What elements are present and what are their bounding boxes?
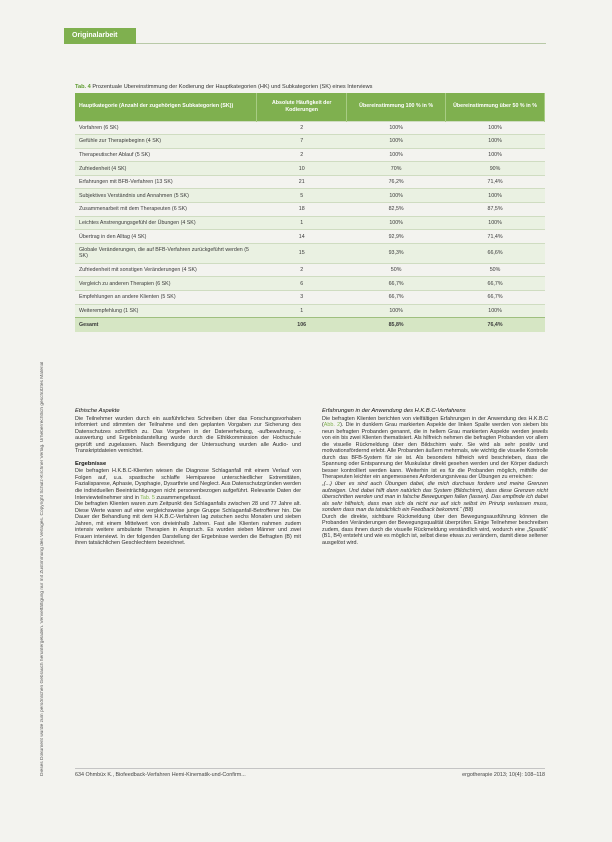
header-absolute-frequency: Absolute Häufigkeit der Kodierungen [257,93,347,121]
table-row [75,304,545,318]
row-frequency: 21 [257,175,347,189]
total-row-frequency: 106 [257,318,347,332]
row-frequency: 3 [257,291,347,305]
table-row [75,277,545,291]
row-category: Therapeutischer Ablauf (5 SK) [75,148,257,162]
row-category: Subjektives Verständnis und Annahmen (5 SK) [75,189,257,203]
row-agreement-100: 92,9% [347,230,446,244]
row-agreement-50: 71,4% [446,175,545,189]
interview-quote: „(...) über es sind auch Übungen dabei, die mich durchaus fordern und meine Grenzen aufzeigen. Und dabei hilft dann natürlich das System (Bildschirm), dass diese Grenzen nicht überschritten werden und man in falsche Bewegungen fallen (lassen). Das empfinde ich dabei als sehr hilfreich, dass man sich da nicht nur auf sich selbst im Prinzip verlassen muss, sondern dass man da tatsächlich ein Feedback bekommt.“ (B8) [322,481,548,514]
row-agreement-100: 100% [347,304,446,318]
row-category: Weiterempfehlung (1 SK) [75,304,257,318]
table-header-row [75,93,545,121]
row-frequency: 2 [257,148,347,162]
row-agreement-100: 50% [347,263,446,277]
row-agreement-50: 100% [446,135,545,149]
left-text-column [75,408,301,547]
table-row [75,189,545,203]
table-caption-label: Tab. 4 [75,84,91,90]
table-total-row [75,318,545,332]
row-category: Globale Veränderungen, die auf BFB-Verfahren zurückgeführt werden (5 SK) [75,243,257,263]
row-category: Zusammenarbeit mit dem Therapeuten (6 SK) [75,203,257,217]
footer-rule [75,768,545,769]
table-reference-link[interactable]: Tab. 5 [140,494,155,501]
row-category: Zufriedenheit mit sonstigen Veränderungen (4 SK) [75,263,257,277]
row-agreement-100: 66,7% [347,277,446,291]
row-agreement-100: 76,2% [347,175,446,189]
row-agreement-100: 100% [347,189,446,203]
row-agreement-50: 100% [446,216,545,230]
figure-reference-link[interactable]: Abb. 2 [323,422,341,429]
row-agreement-100: 82,5% [347,203,446,217]
row-category: Gefühle zur Therapiebeginn (4 SK) [75,135,257,149]
row-agreement-50: 50% [446,263,545,277]
row-agreement-50: 71,4% [446,230,545,244]
row-agreement-100: 70% [347,162,446,176]
footer-citation: 634 Ohmbüx K., Biofeedback-Verfahren Hemi-Kinematik-und-Confirm... [75,772,246,778]
row-agreement-50: 66,6% [446,243,545,263]
table-row [75,175,545,189]
row-agreement-50: 66,7% [446,291,545,305]
paragraph-feedback: Durch die direkte, sichtbare Rückmeldung über den Bewegungsausführung können die Probanden Veränderungen der Bewegungsqualität überprüfen. Einige Teilnehmer beschreiben zudem, dass ihnen durch die visuelle Rückmeldung verständlich wird, wodurch eine „Spastik“ (B1, B4) entsteht und wie es möglich ist, selbst diese etwas zu verändern, damit diese seltener ausgelöst wird. [322,513,548,546]
header-main-category: Hauptkategorie (Anzahl der zugehörigen Subkategorien (SK)) [75,93,257,121]
row-agreement-50: 90% [446,162,545,176]
row-frequency: 7 [257,135,347,149]
row-frequency: 1 [257,304,347,318]
total-row-category: Gesamt [75,318,257,332]
row-agreement-50: 100% [446,148,545,162]
row-frequency: 14 [257,230,347,244]
table-row [75,243,545,263]
row-frequency: 2 [257,263,347,277]
table-row [75,216,545,230]
row-category: Empfehlungen an andere Klienten (5 SK) [75,291,257,305]
table-row [75,162,545,176]
table-row [75,135,545,149]
row-category: Zufriedenheit (4 SK) [75,162,257,176]
row-category: Erfahrungen mit BFB-Verfahren (13 SK) [75,175,257,189]
footer-journal: ergotherapie 2013; 10(4): 108–118 [462,772,545,778]
row-agreement-100: 100% [347,216,446,230]
row-frequency: 10 [257,162,347,176]
right-text-column [322,408,548,546]
table-row [75,121,545,135]
row-frequency: 5 [257,189,347,203]
copyright-text: Dieses Dokument wurde zum persönlichen Gebrauch heruntergeladen. Vervielfältigung nur mit Zustimmung des Verlages. Copyright Schulz-Kirchner Verlag. Urheberrechtlich geschütztes Material [40,361,45,776]
row-agreement-50: 100% [446,189,545,203]
heading-ethics: Ethische Aspekte [75,408,120,414]
header-rule [136,43,546,44]
row-frequency: 1 [257,216,347,230]
row-agreement-50: 87,5% [446,203,545,217]
section-label: Originalarbeit [64,28,136,44]
row-agreement-100: 100% [347,148,446,162]
row-category: Vergleich zu anderen Therapien (6 SK) [75,277,257,291]
heading-results: Ergebnisse [75,460,107,467]
paragraph-experiences: Die befragten Klienten berichten von vielfältigen Erfahrungen in der Anwendung des H.K.B.C (Abb. 2). Die in dunklem Grau markierten Aspekte der linken Spalte werden von sieben bis neun befragten Probanden genannt, die in hellem Grau markierten Aspekte werden jeweils von ein bis zwei Klienten thematisiert. Als hilfreich nehmen die befragten Probanden vor allem die visuelle Rückmeldung über den Bildschirm wahr. Sie wird als sehr positiv und motivationsfördernd erlebt. Alle Probanden äußern mehrmals, wie wichtig die visuelle Kontrolle durch das BFB-System für sie ist. Als besonders hilfreich wird beschrieben, dass die Spannung oder Entspannung der Muskulatur direkt gesehen werden und der Körper dadurch besser kontrolliert werden kann. Weiterhin ist es für die Probanden möglich, mithilfe der Therapeuten leichter ein angemessenes Anforderungsniveau der Übungen zu erreichen: [322,415,549,481]
copyright-sidebar [40,56,50,776]
table-row [75,291,545,305]
paragraph-results-participants: Die befragten Klienten waren zum Zeitpunkt des Schlaganfalls zwischen 28 und 77 Jahre alt. Diese Werte waren auf eine vergleichsweise junge Gruppe Schlaganfall-Betroffener hin. Die Dauer der Behandlung mit dem H.K.B.C-Verfahren lag zwischen sechs Monaten und sieben Jahren, mit einem Mittelwert von dreieinhalb Jahren. Fast alle Klienten nahmen zudem intensiv weitere ambulante Therapien in Anspruch. Es wurden sieben Männer und zwei Frauen interviewt. In der folgenden Darstellung der Ergebnisse werden die Befragten (B) mit ihren tatsächlichen Geschlechtern bezeichnet. [75,501,301,547]
header-agreement-50: Übereinstimmung über 50 % in % [446,93,545,121]
row-agreement-100: 93,3% [347,243,446,263]
table-row [75,230,545,244]
table-row [75,148,545,162]
row-agreement-100: 100% [347,121,446,135]
row-category: Übertrag in den Alltag (4 SK) [75,230,257,244]
header-agreement-100: Übereinstimmung 100 % in % [347,93,446,121]
heading-experiences: Erfahrungen in der Anwendung des H.K.B.C-Verfahrens [322,408,466,414]
row-agreement-50: 100% [446,121,545,135]
total-row-agreement-100: 85,8% [347,318,446,332]
row-agreement-100: 66,7% [347,291,446,305]
row-frequency: 2 [257,121,347,135]
paragraph-ethics: Die Teilnehmer wurden durch ein ausführliches Schreiben über das Forschungsvorhaben informiert und stimmten der Teilnahme und den geplanten Vorgaben zur Sicherung des Datenschutzes schriftlich zu. Das Vorgehen in der Datenerhebung, -aufbewahrung, -auswertung und Ergebnisdarstellung wurde durch die Ethikkommission der Hochschule geprüft und zugelassen. Nach Beendigung der Untersuchung wurden alle Audio- und Transkriptdateien vernichtet. [75,415,301,455]
table-row [75,203,545,217]
table-caption [75,84,545,91]
table-caption-text: Prozentuale Übereinstimmung der Kodierung der Hauptkategorien (HK) und Subkategorien (SK) eines Interviews [92,84,373,90]
table-row [75,263,545,277]
row-agreement-100: 100% [347,135,446,149]
row-frequency: 6 [257,277,347,291]
coding-agreement-table [75,93,545,332]
row-category: Leichtes Anstrengungsgefühl der Übungen (4 SK) [75,216,257,230]
paragraph-results-diagnosis: Die befragten H.K.B.C-Klienten wiesen die Diagnose Schlaganfall mit einem Verlauf von Folgen auf, u.a. spastische schlaffe Hemiparese unterschiedlicher Extremitäten, Fazialisparese, Aphasie, Dysphagie, Dysarthrie und Neglect. Aus Datenschutzgründen werden die individuellen Beeinträchtigungen nicht personenbezogen aufgeführt. Relevante Daten der Interviewteilnehmer sind in Tab. 5 zusammengefasst. [75,468,301,501]
row-agreement-50: 100% [446,304,545,318]
row-category: Vorfahren (6 SK) [75,121,257,135]
row-frequency: 15 [257,243,347,263]
row-agreement-50: 66,7% [446,277,545,291]
row-frequency: 18 [257,203,347,217]
total-row-agreement-50: 76,4% [446,318,545,332]
